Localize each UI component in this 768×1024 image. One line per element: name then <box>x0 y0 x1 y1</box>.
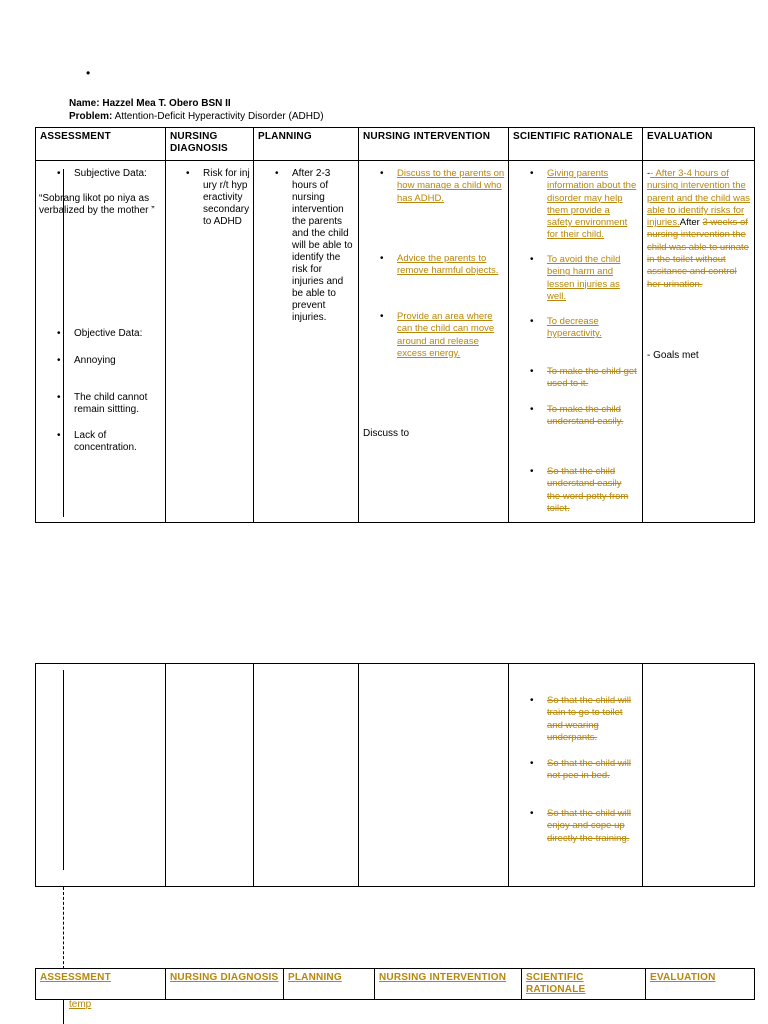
name-label: Name: Hazzel Mea T. Obero BSN II <box>69 98 231 109</box>
continuation-bar <box>63 999 64 1024</box>
rationale-item-deleted: • To make the child get used to it. <box>530 366 637 390</box>
subjective-label: • Subjective Data: <box>57 168 147 179</box>
revision-bar <box>63 887 64 969</box>
intervention-item: • Discuss to the parents on how manage a child who has ADHD. <box>380 168 505 204</box>
diagnosis-text: • Risk for injury r/t hyperactivity secondary to ADHD <box>186 168 250 227</box>
rationale-cell <box>509 161 642 521</box>
evaluation-cell-cont <box>643 664 754 886</box>
col-nursing-diagnosis-inserted: NURSING DIAGNOSIS <box>170 972 279 983</box>
assessment-cell <box>36 161 165 521</box>
diagnosis-cell <box>166 161 253 521</box>
rationale-item-deleted: • So that the child will enjoy and cope up directly the training. <box>530 808 631 844</box>
col-nursing-intervention-inserted: NURSING INTERVENTION <box>379 972 507 983</box>
intervention-item: • Provide an area where can the child can move around and release excess energy. <box>380 311 495 359</box>
inserted-header-table <box>35 968 755 1000</box>
problem-abbr: (ADHD) <box>288 111 324 122</box>
intervention-cell-cont <box>359 664 508 886</box>
goals-met: - Goals met <box>647 350 699 361</box>
rationale-item-deleted: • To make the child understand easily. <box>530 404 624 428</box>
care-plan-continuation-table <box>35 663 755 887</box>
col-planning: PLANNING <box>258 131 312 142</box>
rationale-cell-cont <box>509 664 642 886</box>
intervention-extra: Discuss to <box>363 428 410 439</box>
objective-label: • Objective Data: <box>57 328 143 339</box>
rationale-item: • Giving parents information about the disorder may help them provide a safety environment for their child. <box>530 168 637 241</box>
col-scientific-rationale: SCIENTIFIC RATIONALE <box>513 131 633 142</box>
assessment-item: • Annoying <box>57 355 116 366</box>
rationale-item-deleted: • So that the child understand easily the word potty from toilet. <box>530 466 629 514</box>
col-scientific-rationale-inserted: SCIENTIFIC RATIONALE <box>526 972 586 995</box>
assessment-cell-cont <box>36 664 165 886</box>
student-name <box>69 98 231 109</box>
assessment-item: • The child cannot remain sittting. <box>57 392 148 415</box>
rationale-item-deleted: • So that the child will train to go to toilet and wearing underpants. <box>530 695 631 743</box>
intervention-cell <box>359 161 508 521</box>
intervention-item: • Advice the parents to remove harmful objects. <box>380 253 499 277</box>
top-bullet: • <box>86 66 91 80</box>
rationale-item-deleted: • So that the child will not pee in bed. <box>530 758 631 782</box>
evaluation-text: -- After 3-4 hours of nursing intervention the parent and the child was able to identify risks for injuries.After 3 weeks of nursing intervention the child was able to urinate in the toilet without assitance and control her urination. <box>647 168 750 290</box>
col-evaluation-inserted: EVALUATION <box>650 972 716 983</box>
planning-cell <box>254 161 358 521</box>
col-nursing-intervention: NURSING INTERVENTION <box>363 131 491 142</box>
col-nursing-diagnosis: NURSING DIAGNOSIS <box>170 131 228 154</box>
problem-label: Problem: <box>69 111 113 122</box>
care-plan-table <box>35 127 755 523</box>
subjective-quote: “Sobrang likot po niya as verbalized by the mother ” <box>39 193 155 216</box>
assessment-item: • Lack of concentration. <box>57 430 137 453</box>
problem-line <box>69 111 324 122</box>
diagnosis-cell-cont <box>166 664 253 886</box>
rationale-item: • To avoid the child being harm and lessen injuries as well. <box>530 254 621 302</box>
planning-text: • After 2-3 hours of nursing intervention the parents and the child will be able to identify the risk for injuries and be able to prevent injuries. <box>275 168 353 323</box>
temp-text: temp <box>69 999 92 1010</box>
evaluation-cell <box>643 161 754 521</box>
col-assessment: ASSESSMENT <box>40 131 111 142</box>
planning-cell-cont <box>254 664 358 886</box>
col-evaluation: EVALUATION <box>647 131 713 142</box>
rationale-item: • To decrease hyperactivity. <box>530 316 602 340</box>
col-planning-inserted: PLANNING <box>288 972 342 983</box>
col-assessment-inserted: ASSESSMENT <box>40 972 111 983</box>
problem-text: Attention-Deficit Hyperactivity Disorder <box>114 111 286 122</box>
